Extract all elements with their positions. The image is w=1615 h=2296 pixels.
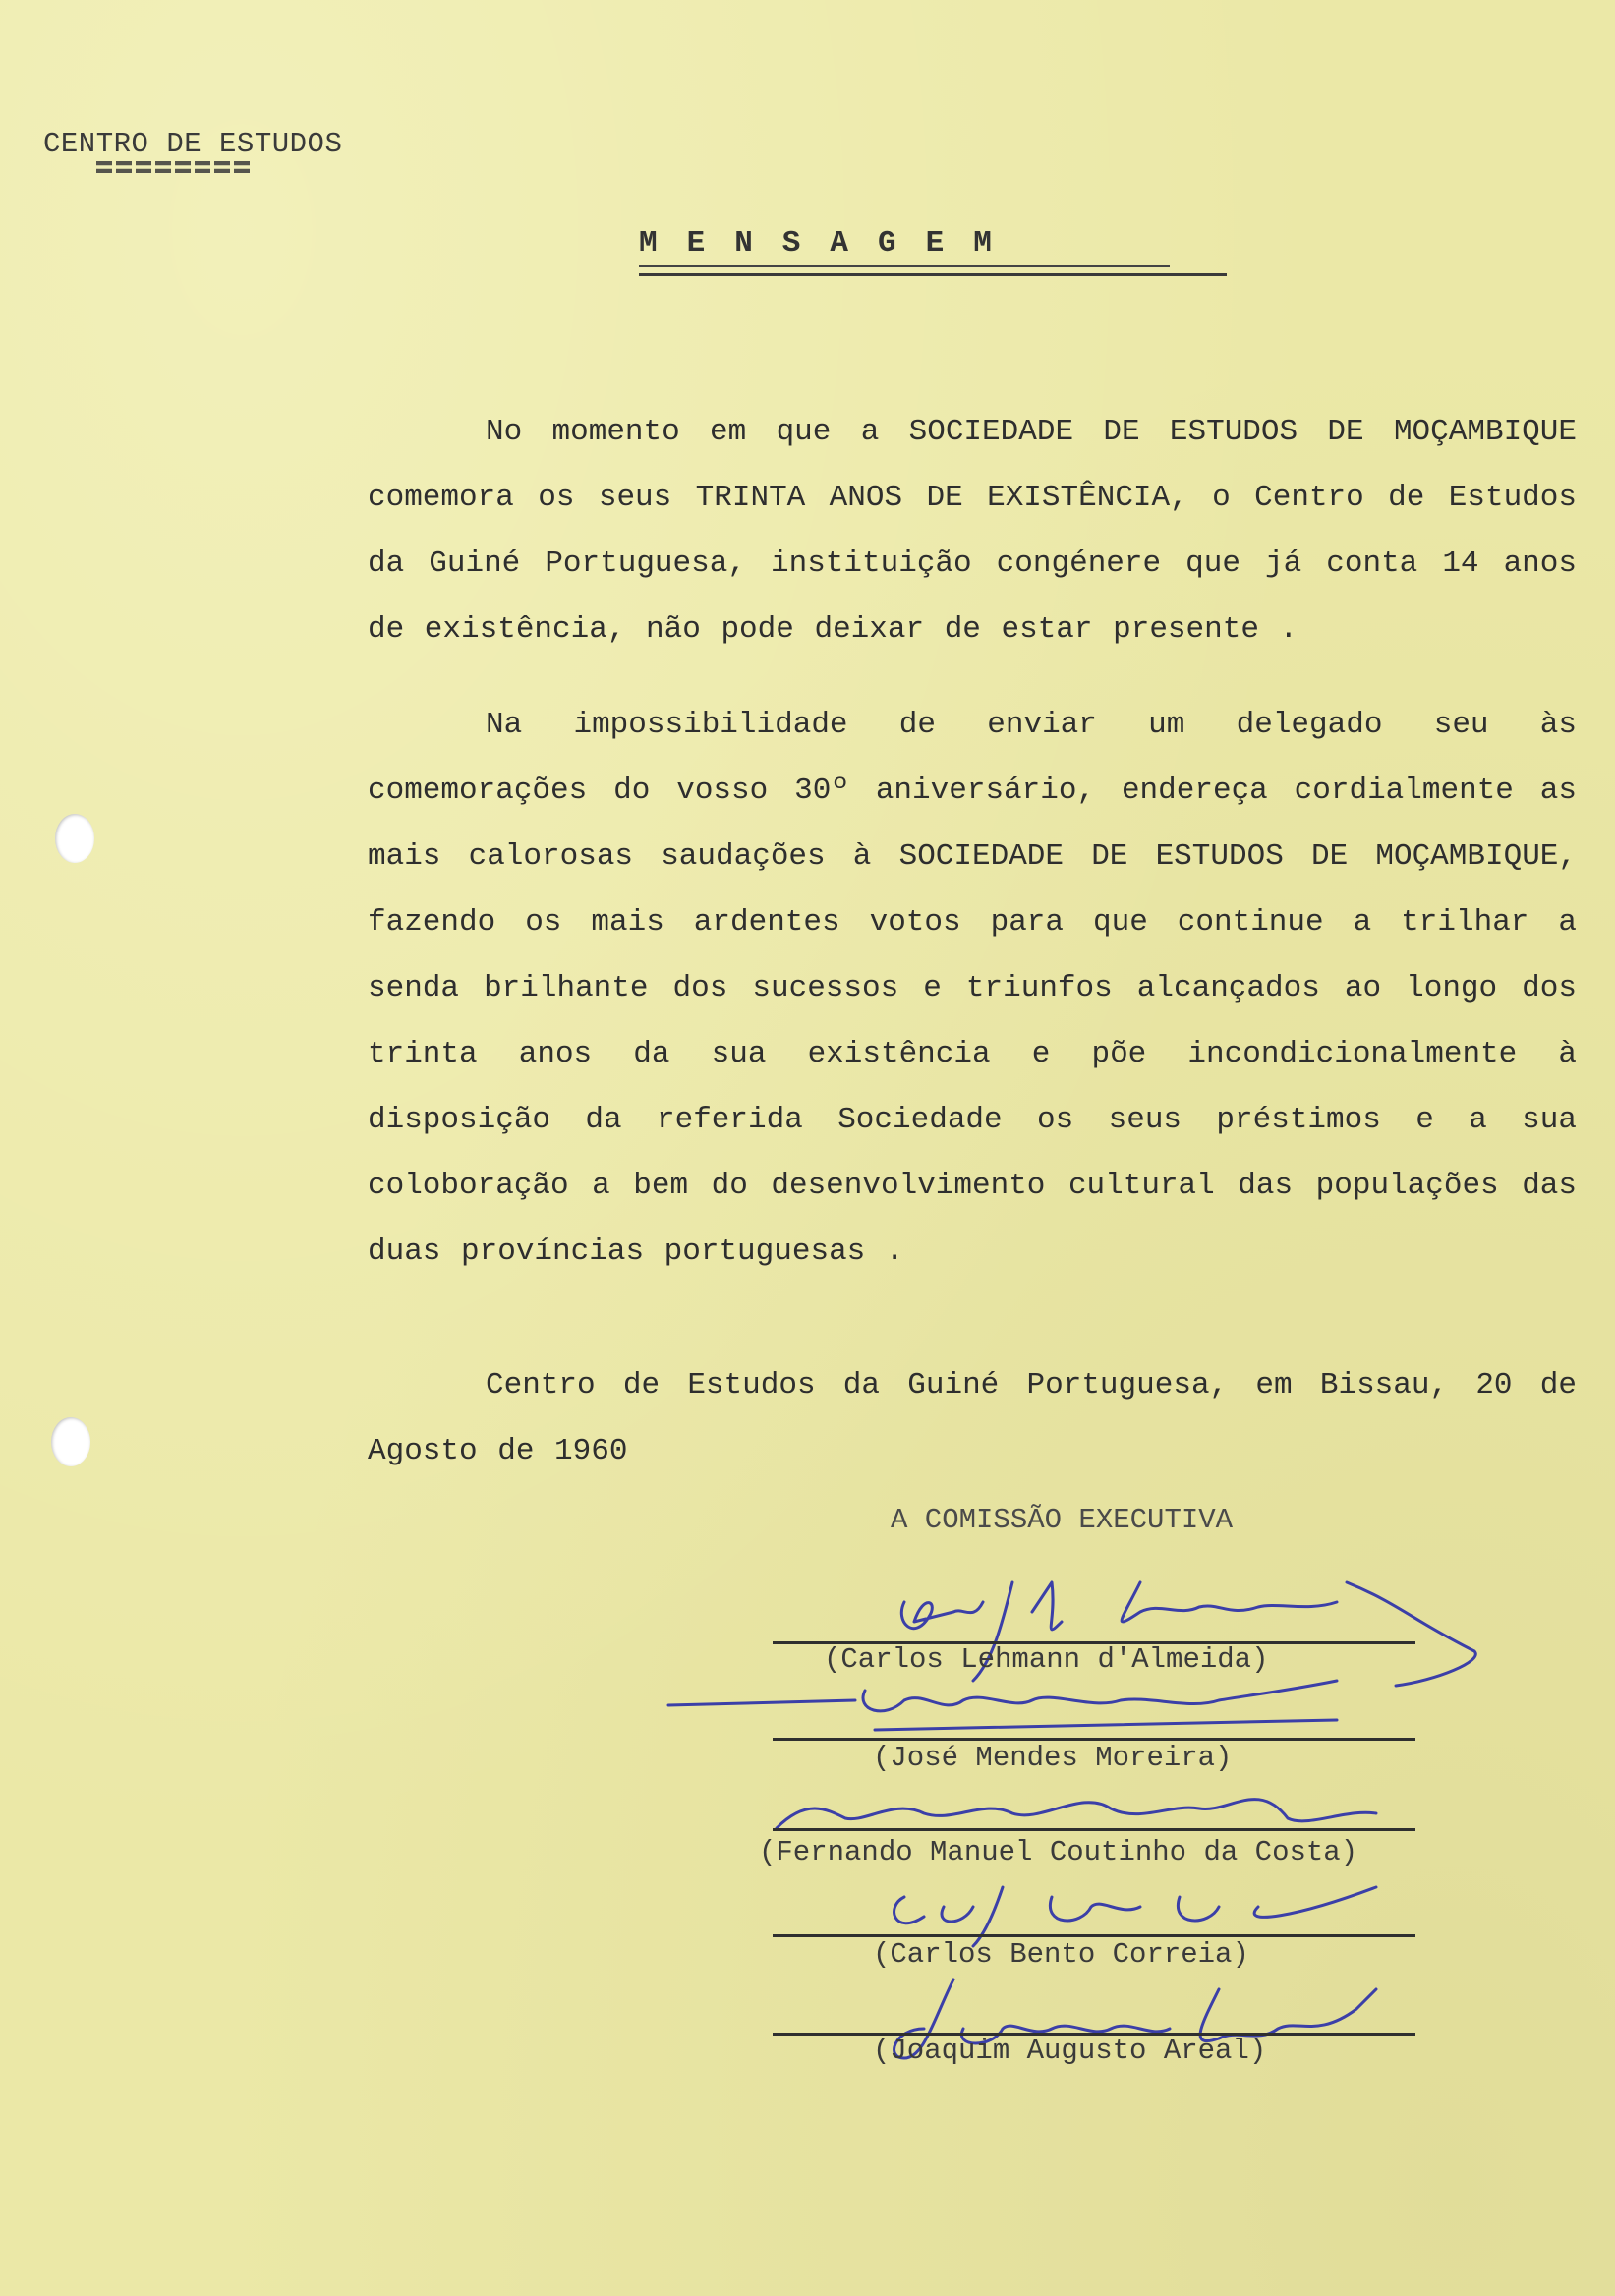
document-title: MENSAGEM: [639, 226, 1021, 260]
signatory-name-3: (Fernando Manuel Coutinho da Costa): [759, 1836, 1358, 1868]
punch-hole-bottom: [51, 1417, 90, 1466]
signature-line-2: [773, 1738, 1415, 1741]
title-underline-thin: [639, 265, 1170, 267]
signature-line-3: [773, 1828, 1415, 1831]
commission-title: A COMISSÃO EXECUTIVA: [891, 1504, 1234, 1536]
signatory-name-2: (José Mendes Moreira): [873, 1742, 1233, 1774]
closing-place-date: Centro de Estudos da Guiné Portuguesa, em Bissau, 20 de Agosto de 1960: [368, 1368, 1577, 1468]
signature-line-4: [773, 1934, 1415, 1937]
header-underline: [96, 161, 250, 173]
header-organization: CENTRO DE ESTUDOS: [43, 128, 343, 160]
title-underline-thick: [639, 273, 1227, 276]
signatory-name-5: (Joaquim Augusto Areal): [873, 2035, 1267, 2067]
punch-hole-top: [55, 814, 94, 863]
signatory-name-4: (Carlos Bento Correia): [873, 1938, 1249, 1971]
paragraph-1: No momento em que a SOCIEDADE DE ESTUDOS DE MOÇAMBIQUE comemora os seus TRINTA ANOS DE EXISTÊNCIA, o Centro de Estudos da Guiné Portuguesa, instituição congénere que já conta 14 anos de existência, não pode deixar de estar presente .: [368, 415, 1577, 647]
paragraph-2: Na impossibilidade de enviar um delegado seu às comemorações do vosso 30º aniversário, endereça cordialmente as mais calorosas saudações à SOCIEDADE DE ESTUDOS DE MOÇAMBIQUE, fazendo os mais ardentes votos para que continue a trilhar a senda brilhante dos sucessos e triunfos alcançados ao longo dos trinta anos da sua existência e põe incondicionalmente à disposição da referida Sociedade os seus préstimos e a sua coloboração a bem do desenvolvimento cultural das populações das duas províncias portuguesas .: [368, 708, 1577, 1269]
signatory-name-1: (Carlos Lehmann d'Almeida): [824, 1643, 1269, 1676]
